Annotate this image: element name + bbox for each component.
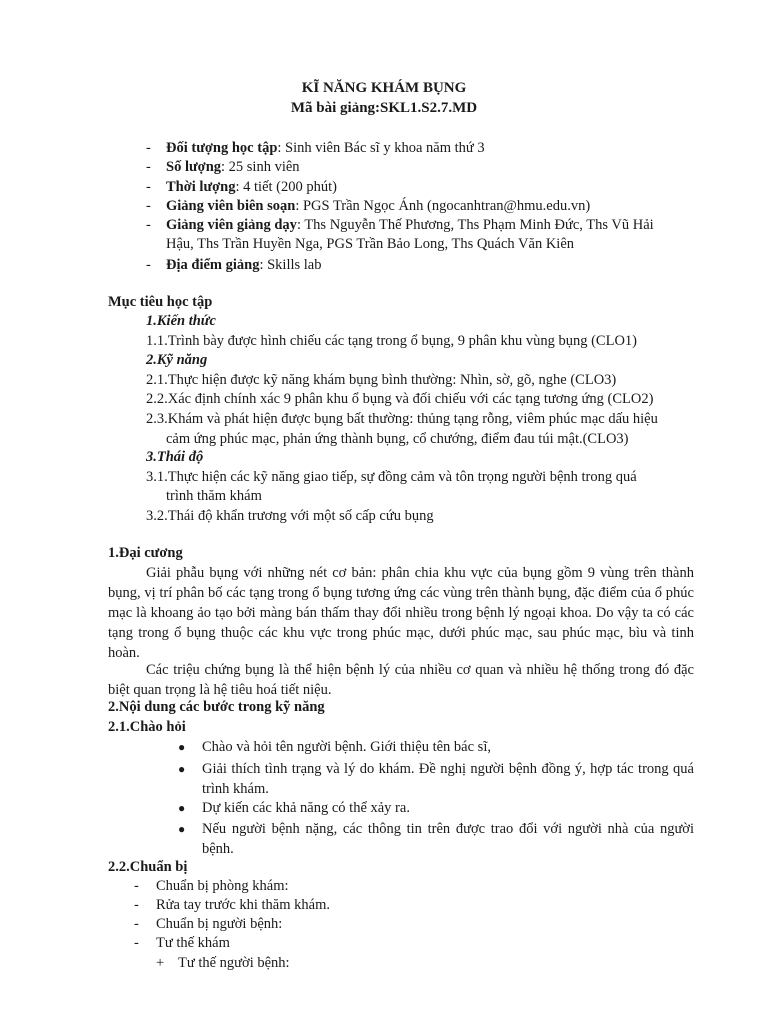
general-paragraph-2: Các triệu chứng bụng là thể hiện bệnh lý của nhiều cơ quan và nhiều hệ thống trong đó đặc biệt quan trọng là hệ tiêu hoá tiết niệu.	[108, 662, 694, 698]
objective-s3: 2.3.Khám và phát hiện được bụng bất thường: thủng tạng rỗng, viêm phúc mạc dấu hiệu	[146, 411, 658, 427]
info-item	[166, 157, 300, 177]
document-title: KĨ NĂNG KHÁM BỤNG	[301, 80, 467, 96]
info-item	[166, 196, 590, 216]
general-heading: 1.Đại cương	[108, 545, 183, 561]
prep-item: Chuẩn bị người bệnh:	[156, 916, 283, 932]
info-value: : PGS Trần Ngọc Ánh (ngocanhtran@hmu.edu.vn)	[295, 198, 591, 214]
info-dash: -	[146, 217, 151, 233]
prep-dash: -	[134, 897, 139, 913]
lecture-code: Mã bài giảng:SKL1.S2.7.MD	[290, 100, 478, 116]
objective-k1: 1.1.Trình bày được hình chiếu các tạng trong ổ bụng, 9 phân khu vùng bụng (CLO1)	[146, 333, 638, 349]
info-label: Đối tượng học tập	[166, 140, 278, 156]
steps-heading: 2.Nội dung các bước trong kỹ năng	[108, 699, 325, 715]
objectives-heading: Mục tiêu học tập	[108, 294, 213, 310]
info-dash: -	[146, 159, 151, 175]
info-item	[166, 177, 337, 197]
prep-item: Rửa tay trước khi thăm khám.	[156, 897, 330, 913]
bullet-icon: ●	[178, 801, 186, 815]
info-item	[166, 215, 654, 235]
objective-s1: 2.1.Thực hiện được kỹ năng khám bụng bình thường: Nhìn, sờ, gõ, nghe (CLO3)	[146, 372, 617, 388]
info-value: : Ths Nguyễn Thế Phương, Ths Phạm Minh Đức, Ths Vũ Hải	[296, 217, 654, 233]
info-dash: -	[146, 257, 151, 273]
bullet-icon: ●	[178, 740, 186, 754]
greet-heading: 2.1.Chào hỏi	[108, 719, 186, 735]
greet-item: Dự kiến các khả năng có thể xảy ra.	[202, 800, 410, 816]
attitude-heading: 3.Thái độ	[146, 449, 204, 465]
info-item	[166, 138, 485, 158]
bullet-icon: ●	[178, 822, 186, 836]
info-item	[166, 255, 322, 275]
prep-item: Chuẩn bị phòng khám:	[156, 878, 289, 894]
prep-sub-item: Tư thế người bệnh:	[178, 955, 290, 971]
prep-dash: -	[134, 935, 139, 951]
general-paragraph-1: Giải phẫu bụng với những nét cơ bản: phân chia khu vực của bụng gồm 9 vùng trên thành bụng, vị trí phân bố các tạng trong ổ bụng tương ứng các vùng trên thành bụng, đặc điểm của ổ phúc mạc là khoang ảo tạo bởi màng bán thấm thay đổi nhiều trong bệnh lý ngoại khoa. Do vậy ta có các tạng trong ổ bụng thuộc các khu vực trong phúc mạc, dưới phúc mạc, sau phúc mạc, bìu và tinh hoàn.	[108, 565, 694, 661]
greet-item: Giải thích tình trạng và lý do khám. Đề nghị người bệnh đồng ý, hợp tác trong quá trình khám.	[202, 761, 694, 797]
objective-s2: 2.2.Xác định chính xác 9 phân khu ổ bụng và đối chiếu với các tạng tương ứng (CLO2)	[146, 391, 654, 407]
objective-a1-cont: trình thăm khám	[166, 488, 262, 504]
objective-a1: 3.1.Thực hiện các kỹ năng giao tiếp, sự đồng cảm và tôn trọng người bệnh trong quá	[146, 469, 637, 485]
info-label: Giảng viên biên soạn	[166, 198, 296, 214]
greet-item: Nếu người bệnh nặng, các thông tin trên được trao đổi với người nhà của người bệnh.	[202, 821, 694, 857]
info-value: : Sinh viên Bác sĩ y khoa năm thứ 3	[277, 140, 485, 156]
info-label: Số lượng	[166, 159, 222, 175]
info-dash: -	[146, 179, 151, 195]
info-value: : 25 sinh viên	[221, 159, 300, 175]
info-value: : 4 tiết (200 phút)	[235, 179, 337, 195]
skills-heading: 2.Kỹ năng	[146, 352, 208, 368]
prep-item: Tư thế khám	[156, 935, 230, 951]
info-dash: -	[146, 140, 151, 156]
prep-dash: -	[134, 916, 139, 932]
objective-s3-cont: cảm ứng phúc mạc, phản ứng thành bụng, cổ chướng, điểm đau túi mật.(CLO3)	[166, 431, 629, 447]
info-dash: -	[146, 198, 151, 214]
info-value-cont: Hậu, Ths Trần Huyền Nga, PGS Trần Bảo Long, Ths Quách Văn Kiên	[166, 236, 575, 252]
greet-item: Chào và hỏi tên người bệnh. Giới thiệu tên bác sĩ,	[202, 739, 491, 755]
info-label: Địa điểm giảng	[166, 257, 260, 273]
objective-a2: 3.2.Thái độ khẩn trương với một số cấp cứu bụng	[146, 508, 434, 524]
info-label: Thời lượng	[166, 179, 236, 195]
info-value: : Skills lab	[259, 257, 322, 273]
prep-dash: -	[134, 878, 139, 894]
plus-marker: +	[156, 955, 165, 971]
bullet-icon: ●	[178, 762, 186, 776]
prep-heading: 2.2.Chuẩn bị	[108, 859, 188, 875]
knowledge-heading: 1.Kiến thức	[146, 313, 216, 329]
info-label: Giảng viên giảng dạy	[166, 217, 297, 233]
